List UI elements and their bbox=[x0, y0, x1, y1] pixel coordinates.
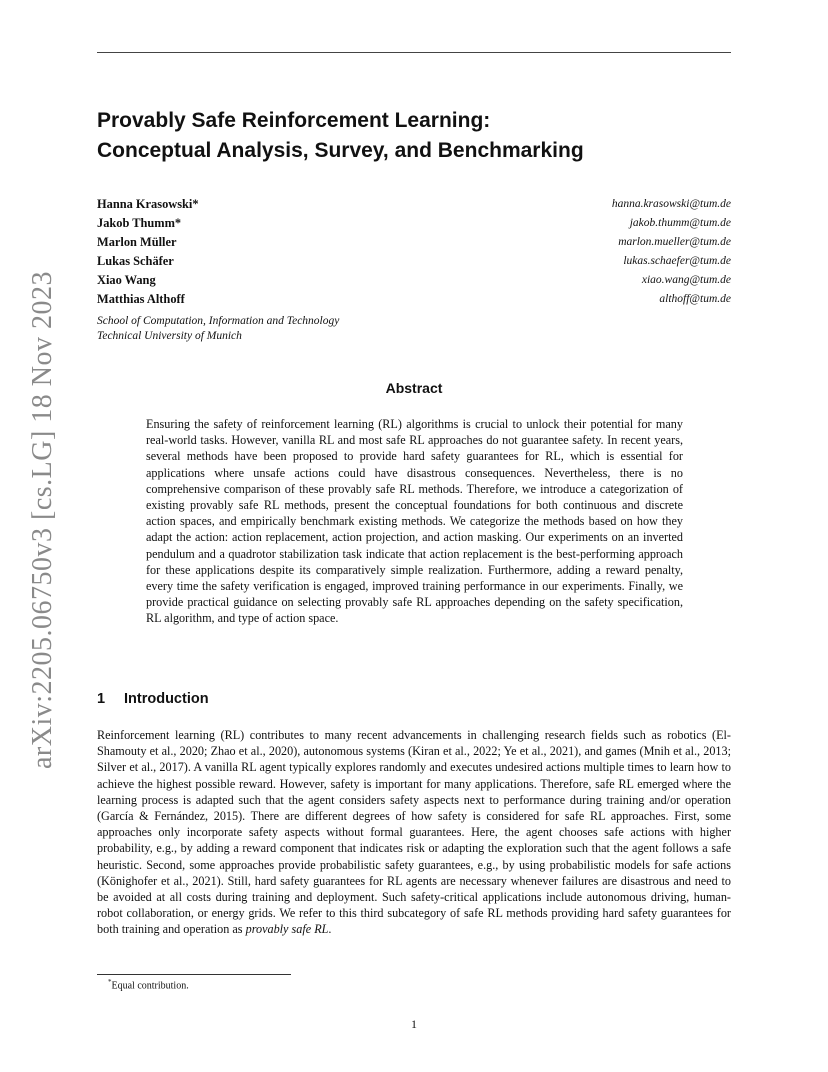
author-row bbox=[97, 195, 731, 214]
author-name: Xiao Wang bbox=[97, 273, 156, 287]
title-line: Provably Safe Reinforcement Learning: bbox=[97, 109, 491, 132]
header-rule bbox=[97, 52, 731, 53]
abstract-body: Ensuring the safety of reinforcement learning (RL) algorithms is crucial to unlock their potential for many real-world tasks. However, vanilla RL and most safe RL approaches do not guarantee safety. In recent years, several methods have been proposed to provide hard safety guarantees for RL, which is essential for applications where unsafe actions could have disastrous consequences. Nevertheless, there is no comprehensive comparison of these provably safe RL methods. Therefore, we introduce a categorization of existing provably safe RL methods, present the conceptual foundations for both continuous and discrete action spaces, and empirically benchmark existing methods. We categorize the methods based on how they adapt the action: action replacement, action projection, and action masking. Our experiments on an inverted pendulum and a quadrotor stabilization task indicate that action replacement is the best-performing approach for these applications despite its comparatively simple realization. Furthermore, adding a reward penalty, every time the safety verification is engaged, improved training performance in our experiments. Finally, we provide practical guidance on selecting provably safe RL approaches depending on the safety specification, RL algorithm, and type of action space. bbox=[146, 417, 683, 626]
affiliation bbox=[97, 314, 339, 344]
intro-end: . bbox=[328, 922, 332, 937]
author-email: xiao.wang@tum.de bbox=[641, 274, 731, 286]
affiliation-line: Technical University of Munich bbox=[97, 330, 242, 342]
paper-title bbox=[97, 106, 584, 166]
intro-emphasis: provably safe RL bbox=[245, 922, 329, 937]
section-number: 1 bbox=[97, 691, 106, 707]
author-name: Marlon Müller bbox=[97, 235, 177, 249]
footnote-rule bbox=[97, 974, 291, 975]
author-row bbox=[97, 290, 731, 309]
abstract-heading: Abstract bbox=[385, 380, 443, 396]
author-row bbox=[97, 271, 731, 290]
section-title: Introduction bbox=[124, 691, 209, 707]
intro-text: Reinforcement learning (RL) contributes to many recent advancements in challenging research fields such as robotics (El-Shamouty et al., 2020; Zhao et al., 2020), autonomous systems (Kiran et al., 2022; Ye et al., 2021), and games (Mnih et al., 2013; Silver et al., 2017). A vanilla RL agent typically explores randomly and executes undesired actions multiple times to learn how to achieve the highest possible reward. However, safety is important for many applications. Therefore, safe RL emerged where the learning process is adapted such that the agent considers safety aspects next to performance during training and/or operation (García & Fernández, 2015). There are different degrees of how safety is considered for safe RL approaches. First, some approaches only incorporate safety aspects without formal guarantees. Here, the agent chooses safe actions with higher probability, e.g., by adding a reward component that indicates risk or adapting the exploration such that the agent follows a safe heuristic. Second, some approaches provide probabilistic safety guarantees, e.g., by using probabilistic models for safe actions (Könighofer et al., 2021). Still, hard safety guarantees for RL agents are necessary whenever failures are disastrous and need to be avoided at all costs during training and deployment. Such safety-critical applications include autonomous driving, human-robot collaboration, or energy grids. We refer to this third subcategory of safe RL methods providing hard safety guarantees for both training and operation as bbox=[97, 728, 731, 937]
author-email: hanna.krasowski@tum.de bbox=[611, 198, 731, 210]
author-row bbox=[97, 233, 731, 252]
arxiv-identifier-text: arXiv:2205.06750v3 [cs.LG] 18 Nov 2023 bbox=[27, 270, 58, 770]
footnote bbox=[108, 978, 189, 991]
title-line: Conceptual Analysis, Survey, and Benchmarking bbox=[97, 139, 584, 162]
footnote-mark: * bbox=[108, 978, 112, 986]
author-email: jakob.thumm@tum.de bbox=[629, 217, 731, 229]
author-email: marlon.mueller@tum.de bbox=[618, 236, 731, 248]
footnote-text: Equal contribution. bbox=[111, 980, 189, 992]
author-list bbox=[97, 195, 731, 309]
author-name: Hanna Krasowski* bbox=[97, 197, 199, 211]
author-name: Jakob Thumm* bbox=[97, 216, 182, 230]
intro-paragraph bbox=[97, 727, 731, 938]
author-row bbox=[97, 214, 731, 233]
affiliation-line: School of Computation, Information and Technology bbox=[97, 315, 340, 327]
author-name: Matthias Althoff bbox=[97, 292, 185, 306]
section-heading bbox=[97, 691, 209, 707]
page-number: 1 bbox=[411, 1017, 417, 1031]
author-name: Lukas Schäfer bbox=[97, 254, 174, 268]
author-email: althoff@tum.de bbox=[659, 293, 731, 305]
author-email: lukas.schaefer@tum.de bbox=[623, 255, 731, 267]
author-row bbox=[97, 252, 731, 271]
